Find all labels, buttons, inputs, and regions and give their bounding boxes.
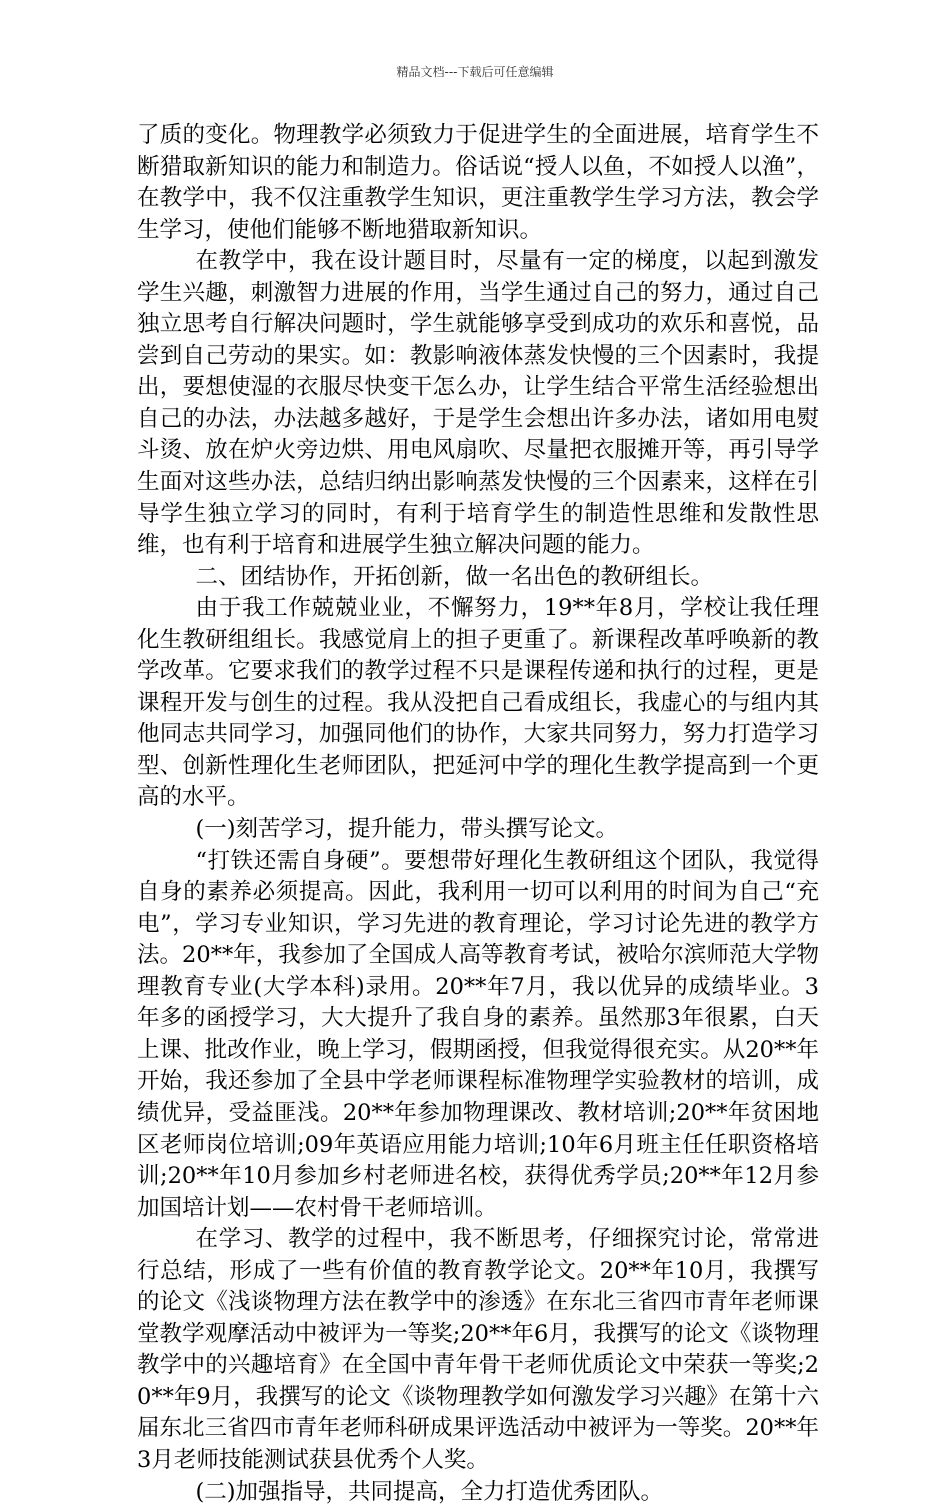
subsection-heading-1: (一)刻苦学习，提升能力，带头撰写论文。 bbox=[195, 816, 619, 843]
page-header: 精品文档---下载后可任意编辑 bbox=[396, 65, 554, 79]
paragraph-5: 在学习、教学的过程中，我不断思考，仔细探究讨论，常常进行总结，形成了一些有价值的教育教学论文。20**年10月，我撰写的论文《浅谈物理方法在教学中的渗透》在东北三省四市青年老师课堂教学观摩活动中被评为一等奖;20**年6月，我撰写的论文《谈物理教学中的兴趣培育》在全国中青年骨干老师优质论文中荣获一等奖;20**年9月，我撰写的论文《谈物理教学如何激发学习兴趣》在第十六届东北三省四市青年老师科研成果评选活动中被评为一等奖。20**年3月老师技能测试获县优秀个人奖。 bbox=[137, 1226, 819, 1473]
paragraph-4: “打铁还需自身硬”。要想带好理化生教研组这个团队，我觉得自身的素养必须提高。因此，我利用一切可以利用的时间为自己“充电”，学习专业知识，学习先进的教育理论，学习讨论先进的教学方法。20**年，我参加了全国成人高等教育考试，被哈尔滨师范大学物理教育专业(大学本科)录用。20**年7月，我以优异的成绩毕业。3年多的函授学习，大大提升了我自身的素养。虽然那3年很累，白天上课、批改作业，晚上学习，假期函授，但我觉得很充实。从20**年开始，我还参加了全县中学老师课程标准物理学实验教材的培训，成绩优异，受益匪浅。20**年参加物理课改、教材培训;20**年贫困地区老师岗位培训;09年英语应用能力培训;10年6月班主任任职资格培训;20**年10月参加乡村老师进名校，获得优秀学员;20**年12月参加国培计划——农村骨干老师培训。 bbox=[137, 847, 819, 1221]
paragraph-2: 在教学中，我在设计题目时，尽量有一定的梯度，以起到激发学生兴趣，刺激智力进展的作用，当学生通过自己的努力，通过自己独立思考自行解决问题时，学生就能够享受到成功的欢乐和喜悦，品尝到自己劳动的果实。如：教影响液体蒸发快慢的三个因素时，我提出，要想使湿的衣服尽快变干怎么办，让学生结合平常生活经验想出自己的办法，办法越多越好，于是学生会想出许多办法，诸如用电熨斗烫、放在炉火旁边烘、用电风扇吹、尽量把衣服摊开等，再引导学生面对这些办法，总结归纳出影响蒸发快慢的三个因素来，这样在引导学生独立学习的同时，有利于培育学生的制造性思维和发散性思维，也有利于培育和进展学生独立解决问题的能力。 bbox=[137, 248, 819, 559]
document-body bbox=[137, 120, 819, 1508]
paragraph-3: 由于我工作兢兢业业，不懈努力，19**年8月，学校让我任理化生教研组组长。我感觉肩上的担子更重了。新课程改革呼唤新的教学改革。它要求我们的教学过程不只是课程传递和执行的过程，更是课程开发与创生的过程。我从没把自己看成组长，我虚心的与组内其他同志共同学习，加强同他们的协作，大家共同努力，努力打造学习型、创新性理化生老师团队，把延河中学的理化生教学提高到一个更高的水平。 bbox=[137, 595, 819, 811]
paragraph-1: 了质的变化。物理教学必须致力于促进学生的全面进展，培育学生不断猎取新知识的能力和制造力。俗话说“授人以鱼，不如授人以渔”，在教学中，我不仅注重教学生知识，更注重教学生学习方法，教会学生学习，使他们能够不断地猎取新知识。 bbox=[137, 122, 819, 243]
subsection-heading-2: (二)加强指导，共同提高，全力打造优秀团队。 bbox=[195, 1478, 664, 1505]
section-heading-2: 二、团结协作，开拓创新，做一名出色的教研组长。 bbox=[195, 563, 714, 590]
